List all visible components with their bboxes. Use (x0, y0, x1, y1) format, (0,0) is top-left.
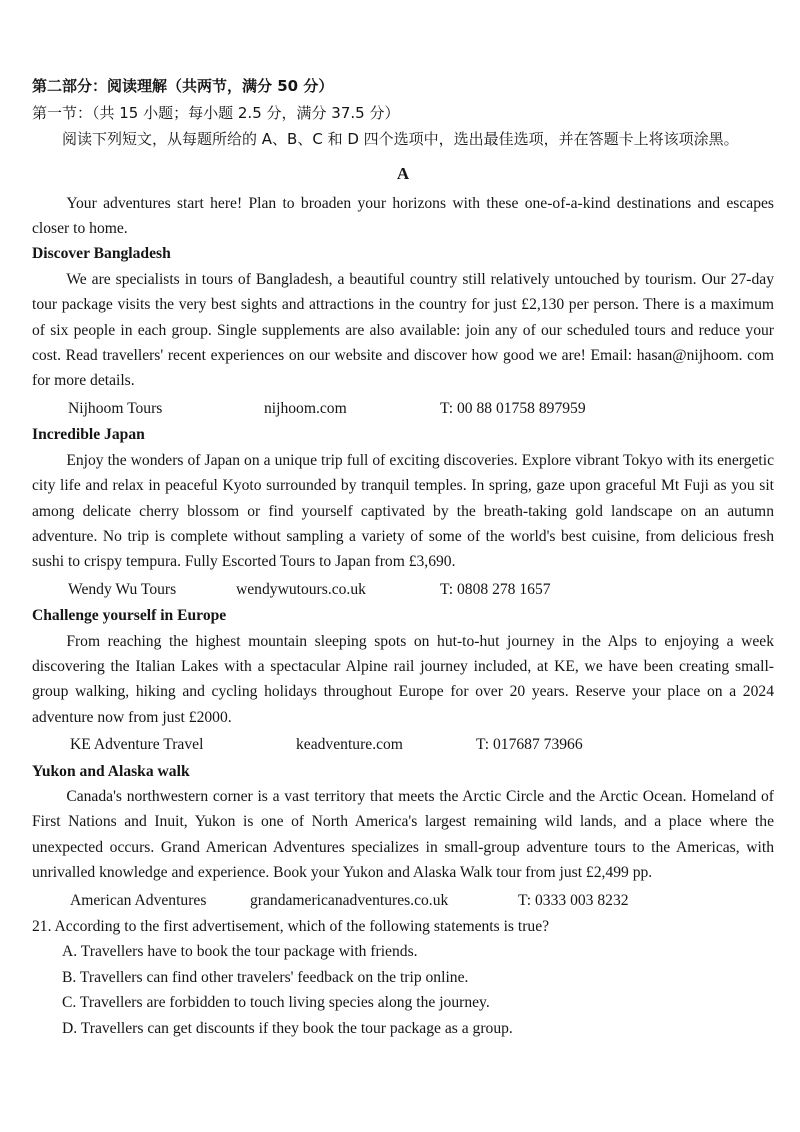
option-d: D. Travellers can get discounts if they book the tour package as a group. (62, 1019, 513, 1037)
passage-label: A (396, 164, 410, 184)
ad-europe (32, 603, 774, 757)
ad-phone: T: 00 88 01758 897959 (440, 399, 586, 417)
ad-body: From reaching the highest mountain sleeping spots on hut-to-hut journey in the Alps to enjoying a week discovering the Italian Lakes with a spectacular Alpine rail journey included, at KE, we have been creating small-group walking, hiking and cycling holidays throughout Europe for over 20 years. Reserve your place on a 2024 adventure now from just £2000. (32, 632, 774, 726)
ad-title: Discover Bangladesh (32, 245, 171, 263)
ad-phone: T: 017687 73966 (476, 736, 583, 754)
ad-phone: T: 0333 003 8232 (518, 891, 629, 909)
answer-options (32, 939, 774, 1041)
ad-bangladesh (32, 241, 774, 421)
instructions: 阅读下列短文，从每题所给的 A、B、C 和 D 四个选项中，选出最佳选项，并在答题卡上将该项涂黑。 (62, 129, 739, 148)
ad-contact (32, 888, 774, 913)
section-title: 第一节：（共 15 小题；每小题 2.5 分，满分 37.5 分） (32, 104, 400, 123)
ad-company: American Adventures (70, 891, 207, 909)
part-title: 第二部分：阅读理解（共两节，满分 50 分） (32, 77, 334, 95)
passage-intro: Your adventures start here! Plan to broaden your horizons with these one-of-a-kind destinations and escapes closer to home. (32, 194, 774, 238)
question-stem: 21. According to the first advertisement, which of the following statements is true? (32, 918, 550, 935)
ad-contact (32, 396, 774, 421)
ad-company: Nijhoom Tours (68, 399, 163, 417)
ad-website: keadventure.com (296, 736, 403, 754)
ad-title: Yukon and Alaska walk (32, 762, 190, 780)
question-21 (32, 914, 774, 1041)
ad-website: wendywutours.co.uk (236, 580, 366, 598)
ad-company: Wendy Wu Tours (68, 580, 177, 598)
ad-website: nijhoom.com (264, 399, 347, 417)
ad-body: Canada's northwestern corner is a vast territory that meets the Arctic Circle and the Arctic Ocean. Homeland of First Nations and Inuit, Yukon is one of North America's largest remaining wild lands, and a place where the unexpected occurs. Grand American Adventures specializes in small-group adventure tours to the Americas, with unrivalled knowledge and experience. Book your Yukon and Alaska Walk tour from just £2,499 pp. (32, 787, 774, 882)
ad-body: Enjoy the wonders of Japan on a unique trip full of exciting discoveries. Explore vibrant Tokyo with its energetic city life and relax in peaceful Kyoto surrounded by tranquil temples. In spring, gaze upon graceful Mt Fuji as you sit among delicate cherry blossom or find yourself captivated by the breath-taking gold landscape on an autumn adventure. No trip is complete without sampling a variety of some of the world's best cuisine, from delicious fresh sushi to crispy tempura. Fully Escorted Tours to Japan from £3,690. (32, 451, 774, 571)
ad-contact (32, 577, 774, 602)
ad-japan (32, 422, 774, 602)
ad-body: We are specialists in tours of Bangladesh, a beautiful country still relatively untouched by tourism. Our 27-day tour package visits the very best sights and attractions in the country for just £2,130 per person. There is a maximum of six people in each group. Single supplements are also available: join any of our scheduled tours and reduce your cost. Read travellers' recent experiences on our website and discover how good we are! Email: hasan@nijhoom. com for more details. (32, 270, 774, 390)
option-a: A. Travellers have to book the tour package with friends. (62, 943, 418, 961)
option-c: C. Travellers are forbidden to touch living species along the journey. (62, 994, 490, 1012)
ad-title: Challenge yourself in Europe (32, 607, 227, 625)
option-b: B. Travellers can find other travelers' feedback on the trip online. (62, 968, 469, 986)
ad-company: KE Adventure Travel (70, 736, 204, 754)
ad-website: grandamericanadventures.co.uk (250, 891, 449, 909)
ad-phone: T: 0808 278 1657 (440, 580, 551, 598)
ad-title: Incredible Japan (32, 426, 145, 444)
ad-contact (32, 732, 774, 757)
ad-yukon (32, 759, 774, 913)
